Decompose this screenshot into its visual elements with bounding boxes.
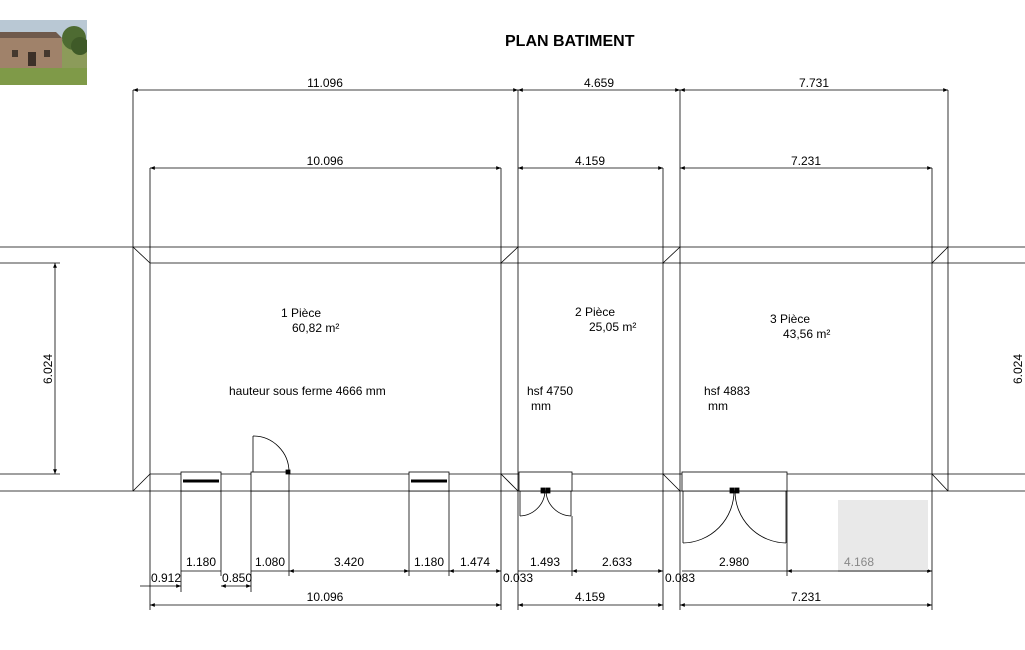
door-double-room3 <box>682 472 787 543</box>
room3-area: 43,56 m² <box>783 327 831 341</box>
room2-height: hsf 4750 <box>527 384 574 398</box>
room1-height: hauteur sous ferme 4666 mm <box>229 384 386 398</box>
dim-opening-5: 1.474 <box>459 555 491 569</box>
dim-offset-1: 0.912 <box>150 571 182 585</box>
plan-title: PLAN BATIMENT <box>505 33 635 50</box>
room2-area: 25,05 m² <box>589 320 637 334</box>
dim-top-inner-3: 7.231 <box>790 154 822 168</box>
dim-top-outer-3: 7.731 <box>798 76 830 90</box>
door-single <box>251 436 290 491</box>
room2-name: 2 Pièce <box>575 305 616 319</box>
dim-opening-2: 1.080 <box>254 555 286 569</box>
dim-opening-7: 2.633 <box>601 555 633 569</box>
dim-offset-4: 0.083 <box>664 571 696 585</box>
room3-height: hsf 4883 <box>704 384 751 398</box>
dim-opening-9: 4.168 <box>843 555 875 569</box>
dim-bottom-total-2: 4.159 <box>574 590 606 604</box>
room3-height-unit: mm <box>708 399 728 413</box>
door-double-room2 <box>519 472 572 516</box>
room3-name: 3 Pièce <box>770 312 811 326</box>
dim-right-height: 6.024 <box>1011 353 1025 385</box>
dim-top-inner-2: 4.159 <box>574 154 606 168</box>
dim-opening-6: 1.493 <box>529 555 561 569</box>
dim-opening-8: 2.980 <box>718 555 750 569</box>
window-1 <box>181 472 221 491</box>
dim-top-inner-1: 10.096 <box>306 154 344 168</box>
room1-area: 60,82 m² <box>292 321 340 335</box>
dim-opening-3: 3.420 <box>333 555 365 569</box>
dim-offset-3: 0.033 <box>502 571 534 585</box>
dim-opening-4: 1.180 <box>413 555 445 569</box>
dim-bottom-total-1: 10.096 <box>306 590 344 604</box>
dim-top-outer-1: 11.096 <box>307 76 343 90</box>
dim-left-height: 6.024 <box>41 353 55 385</box>
window-2 <box>409 472 449 491</box>
dim-opening-1: 1.180 <box>185 555 217 569</box>
room1-name: 1 Pièce <box>281 306 322 320</box>
room2-height-unit: mm <box>531 399 551 413</box>
dim-offset-2: 0.850 <box>221 571 253 585</box>
dim-top-outer-2: 4.659 <box>583 76 615 90</box>
dim-bottom-total-3: 7.231 <box>790 590 822 604</box>
